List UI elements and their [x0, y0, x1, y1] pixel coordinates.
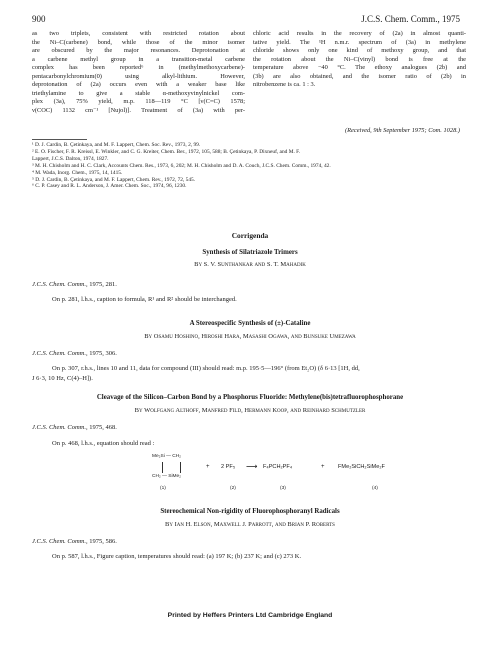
text-line: deprotonation of (2a) occurs even with a weaker base like — [32, 81, 245, 88]
corrigendum-title: Cleavage of the Silicon–Carbon Bond by a Phosphorus Fluoride: Methylene(bis)tetrafluorophosphorane — [96, 394, 404, 401]
text-line: (3b) are also obtained, and the isomer ratio of (2b) in — [253, 72, 466, 80]
corrigendum-title: A Stereospecific Synthesis of (±)-Cataline — [189, 320, 311, 327]
reference-item: ⁵ D. J. Cardin, B. Çetinkaya, and M. F. Lappert, Chem. Rev., 1972, 72, 545. — [32, 176, 196, 183]
reference-item: ⁶ C. P. Casey and R. L. Anderson, J. Amer. Chem. Soc., 1974, 96, 1230. — [32, 183, 187, 190]
text-line: the rotation about the Ni–C(vinyl) bond is free at the — [253, 55, 466, 63]
citation-journal: J.C.S. Chem. Comm. — [32, 281, 86, 288]
product: F₄PCH₂PF₄ — [263, 464, 293, 470]
citation-details: , 1975, 468. — [85, 424, 117, 431]
text-line: nitrobenzene is ca. 1 : 3. — [253, 81, 316, 88]
ring-bond-left — [162, 462, 163, 473]
reference-item: Lappert, J.C.S. Dalton, 1974, 1827. — [32, 155, 109, 162]
text-line: as two triplets, consistent with restricted rotation about — [32, 30, 245, 37]
text-line: ν(COC) 1132 cm⁻¹ [Nujol)]. Treatment of (3a) with per- — [32, 106, 245, 114]
citation-journal: J.C.S. Chem. Comm. — [32, 538, 86, 545]
corrigendum-citation — [32, 424, 117, 431]
compound-label: (2) — [230, 486, 236, 491]
page-number: 900 — [32, 14, 46, 24]
corrigenda-heading: Corrigenda — [231, 231, 269, 240]
plus-sign: + — [206, 464, 210, 470]
corrigendum-text: On p. 587, l.h.s., Figure caption, temperatures should read: (a) 197 K; (b) 237 K; and (c) 273 K. — [52, 553, 302, 560]
citation-details: , 1975, 586. — [85, 538, 117, 545]
text-line: a carbene methyl group in a transition-metal carbene — [32, 55, 245, 63]
corrigendum-title: Synthesis of Silatriazole Trimers — [202, 249, 298, 256]
text-line: chloride shows only one kind of methoxy group, and that — [253, 47, 466, 54]
compound-label: (1) — [160, 486, 166, 491]
corrigendum-authors: By Wolfgang Althoff, Manfred Fild, Hermann Koop, and Reinhard Schmutzler — [134, 407, 366, 414]
corrigendum-citation — [32, 538, 117, 545]
citation-details: , 1975, 306. — [85, 350, 117, 357]
text-line: the Ni–C(carbene) bond, while those of the minor isomer — [32, 38, 245, 46]
reagent: 2 PF₅ — [221, 464, 236, 470]
structure-top: Me₂Si — CH₂ — [152, 454, 182, 459]
text-line: complex has been reported⁶ in (methylmethoxycarbene)- — [32, 64, 245, 71]
printer-footer: Printed by Heffers Printers Ltd Cambridge England — [167, 612, 333, 619]
structure-bottom: CH₂ — SiMe₂ — [152, 474, 182, 479]
text-line: plex (3a), 75% yield, m.p. 118—119 °C [ν(C=C) 1578; — [32, 98, 245, 105]
text-line: chloric acid results in the recovery of (2a) in almost quanti- — [253, 30, 466, 37]
citation-details: , 1975, 281. — [85, 281, 117, 288]
corrigendum-text: On p. 468, l.h.s., equation should read : — [52, 440, 155, 447]
corrigendum-title: Stereochemical Non-rigidity of Fluorophosphoranyl Radicals — [160, 508, 340, 515]
footnote-rule — [32, 139, 87, 140]
right-column-text — [253, 30, 466, 90]
text-line: temperature above −40 °C. The ethoxy analogues (2b) and — [253, 64, 466, 71]
corrigendum-text: On p. 307, r.h.s., lines 10 and 11, data for compound (III) should read: m.p. 195·5—196° (from Et₂O) (δ 6·13 [1H, dd, — [52, 365, 360, 372]
reference-item: ⁴ M. Wada, Inorg. Chem., 1975, 14, 1415. — [32, 169, 123, 176]
compound-label: (3) — [280, 486, 286, 491]
reference-item: ¹ D. J. Cardin, B. Çetinkaya, and M. F. Lappert, Chem. Soc. Rev., 1973, 2, 99. — [32, 142, 201, 148]
reaction-arrow: ⟶ — [246, 462, 258, 471]
citation-journal: J.C.S. Chem. Comm. — [32, 350, 86, 357]
corrigendum-authors: By Ian H. Elson, Maxwell J. Parrott, and Brian P. Roberts — [165, 521, 335, 528]
corrigendum-citation — [32, 350, 117, 357]
reaction-equation — [0, 452, 500, 498]
text-line: triethylamine to give a stable α-methoxyvinylnickel com- — [32, 89, 245, 97]
compound-label: (4) — [372, 486, 378, 491]
left-column-text — [32, 30, 245, 115]
running-head: J.C.S. Chem. Comm., 1975 — [361, 14, 460, 24]
reference-item: ² E. O. Fischer, F. R. Kreissl, E. Winkler, and C. G. Kreiter, Chem. Ber., 1972, 105, 588; B. Çetinkaya, P. Dixneuf, and M. F. — [32, 148, 301, 155]
corrigendum-authors: By Osamu Hoshino, Hiroshi Hara, Masashi Ogawa, and Bunsuke Umezawa — [144, 333, 356, 340]
ring-bond-right — [180, 462, 181, 473]
text-line: are obscured by the major resonances. Deprotonation at — [32, 47, 245, 54]
text-line: tative yield. The ¹H n.m.r. spectrum of (3a) in methylene — [253, 38, 466, 46]
corrigendum-text: J 6·3, 10 Hz, C(4)–H]). — [32, 375, 93, 382]
corrigendum-citation — [32, 281, 117, 288]
received-date: (Received, 9th September 1975; Com. 1028.) — [345, 127, 460, 134]
plus-sign: + — [321, 464, 325, 470]
reference-list — [32, 142, 452, 190]
corrigendum-authors: By S. V. Sunthankar and S. T. Mahadik — [194, 261, 306, 268]
byproduct: FMe₂SiCH₂SiMe₂F — [338, 464, 385, 470]
citation-journal: J.C.S. Chem. Comm. — [32, 424, 86, 431]
text-line: pentacarbonylchromium(0) using alkyl-lithium. However, — [32, 72, 245, 80]
corrigendum-text: On p. 281, l.h.s., caption to formula, R¹ and R² should be interchanged. — [52, 296, 237, 303]
reference-item: ³ M. H. Chisholm and H. C. Clark, Accounts Chem. Res., 1973, 6, 202; M. H. Chisholm and D. A. Couch, J.C.S. Chem. Comm., 1974, 42. — [32, 162, 331, 169]
